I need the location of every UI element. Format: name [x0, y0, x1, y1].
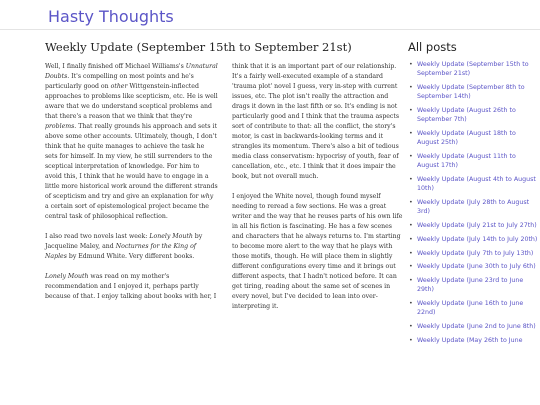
sidebar: [408, 40, 538, 350]
post-list-item: [408, 336, 538, 345]
post-link[interactable]: Weekly Update (June 16th to June 22nd): [417, 300, 524, 317]
italic-text: Lonely Mouth: [45, 273, 89, 280]
all-posts-list: [408, 60, 538, 345]
post-list-item: [408, 83, 538, 101]
post-link[interactable]: Weekly Update (September 8th to September 14th): [417, 84, 525, 101]
post-link[interactable]: Weekly Update (September 15th to September 21st): [417, 61, 529, 78]
italic-text: why: [200, 193, 214, 200]
bullet-icon: •: [409, 61, 413, 68]
bullet-icon: •: [409, 235, 413, 243]
text-run: I also read two novels last week:: [45, 233, 150, 240]
post-column-right: [232, 62, 405, 322]
paragraph: [45, 272, 218, 302]
italic-text: Nocturnes for the King of Naples: [45, 243, 197, 260]
bullet-icon: •: [409, 84, 413, 91]
post-link[interactable]: Weekly Update (July 14th to July 20th): [417, 235, 538, 243]
post-link[interactable]: Weekly Update (May 26th to June: [417, 336, 523, 344]
site-title-link[interactable]: Hasty Thoughts: [48, 7, 174, 26]
bullet-icon: •: [409, 263, 413, 271]
post-list-item: [408, 106, 538, 124]
text-run: by Edmund White. Very different books.: [66, 253, 195, 260]
post-column-left: [45, 62, 218, 312]
post-list-item: [408, 175, 538, 193]
text-run: . It's compelling on most points and he's particularly good on: [45, 73, 194, 90]
post-link[interactable]: Weekly Update (July 7th to July 13th): [417, 249, 534, 257]
bullet-icon: •: [409, 107, 413, 114]
text-run: think that it is an important part of our relationship. It's a fairly well-executed example of a standard 'trauma plot' novel I guess, very in-step with current issues, etc. The plot isn't really the attraction and drags it down in the last fifth or so. It's ending is not particularly good and I think that the trauma aspects sort of contribute to that: all the conflict, the story's motor, is cast in backwards-looking terms and it strangles its momentum. There's also a bit of tedious media class conservatism: hypocrisy of youth, fear of cancellation, etc., etc. I think that it does impair the book, but not overall much.: [232, 63, 400, 180]
text-run: I enjoyed the White novel, though found myself needing to reread a few sections. He was a great writer and the way that he reuses parts of his own life in all his fiction is fascinating. He has a few scenes and characters that he always returns to. I'm starting to become more alert to the way that he plays with those motifs, though. He will place them in slightly different configurations every time and it brings out different aspects, that I hadn't noticed before. It can get tiring, reading about the same set of scenes in every novel, but I've decided to lean into over-interpreting it.: [232, 193, 403, 310]
text-run: by Jacqueline Maley, and: [45, 233, 203, 250]
post-list-item: [408, 299, 538, 317]
post-list-item: [408, 198, 538, 216]
post-link[interactable]: Weekly Update (August 11th to August 17th): [417, 153, 516, 170]
text-run: Well, I finally finished off Michael Williams's: [45, 63, 186, 70]
post-list-item: [408, 235, 538, 244]
text-run: a certain sort of epistemological project became the central task of philosophical reflection.: [45, 203, 209, 220]
sidebar-heading: All posts: [408, 40, 457, 54]
post-list-item: [408, 60, 538, 78]
text-run: Wittgenstein-inflected approaches to problems like scepticism, etc. He is well aware that we do understand sceptical problems and that there's a reason that we think that they're: [45, 83, 218, 120]
post-link[interactable]: Weekly Update (June 23rd to June 29th): [417, 277, 524, 294]
bullet-icon: •: [409, 153, 413, 160]
post-list-item: [408, 221, 538, 230]
text-run: was read on my mother's recommendation and I enjoyed it, perhaps partly because of that. I enjoy talking about books with her, I: [45, 273, 217, 300]
post-list-item: [408, 152, 538, 170]
site-header: [0, 0, 540, 30]
post-link[interactable]: Weekly Update (August 18th to August 25th): [417, 130, 516, 147]
bullet-icon: •: [409, 277, 413, 285]
post-link[interactable]: Weekly Update (July 28th to August 3rd): [417, 199, 530, 216]
paragraph: [45, 62, 218, 222]
bullet-icon: •: [409, 176, 413, 183]
post-link[interactable]: Weekly Update (June 2nd to June 8th): [417, 323, 536, 331]
post-article: [45, 40, 403, 310]
post-link[interactable]: Weekly Update (July 21st to July 27th): [417, 222, 537, 229]
bullet-icon: •: [409, 222, 413, 229]
paragraph: [45, 232, 218, 262]
bullet-icon: •: [409, 249, 413, 257]
post-link[interactable]: Weekly Update (August 4th to August 10th): [417, 176, 536, 193]
italic-text: other: [110, 83, 128, 90]
text-run: . That really grounds his approach and sets it above some other accounts. Ultimately, though, I don't think that he quite manages to achieve the task he sets for himself. In my view, he still surrenders to the sceptical interpretation of knowledge. For him to avoid this, I think that he would have to engage in a little more historical work around the different strands of scepticism and try and give an explanation for: [45, 123, 218, 200]
post-list-item: [408, 249, 538, 258]
paragraph: [232, 62, 405, 182]
paragraph: [232, 192, 405, 312]
bullet-icon: •: [409, 199, 413, 206]
italic-text: problems: [45, 123, 75, 130]
post-list-item: [408, 276, 538, 294]
post-link[interactable]: Weekly Update (June 30th to July 6th): [417, 263, 536, 271]
bullet-icon: •: [409, 300, 413, 308]
bullet-icon: •: [409, 336, 413, 344]
italic-text: Unnatural Doubts: [45, 63, 218, 80]
bullet-icon: •: [409, 323, 413, 331]
post-list-item: [408, 129, 538, 147]
bullet-icon: •: [409, 130, 413, 137]
post-list-item: [408, 262, 538, 271]
post-list-item: [408, 322, 538, 331]
post-link[interactable]: Weekly Update (August 26th to September 7th): [417, 107, 516, 124]
italic-text: Lonely Mouth: [149, 233, 193, 240]
post-title: Weekly Update (September 15th to September 21st): [45, 40, 352, 54]
